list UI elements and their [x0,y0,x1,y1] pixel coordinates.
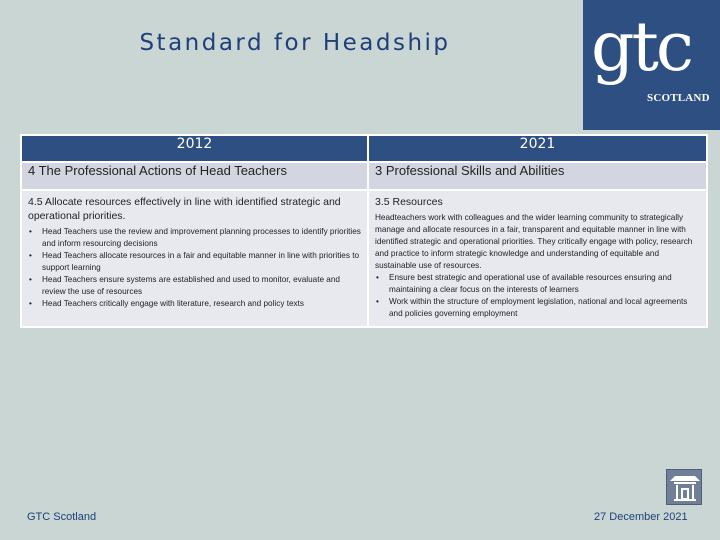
list-item: • Ensure best strategic and operational use of available resources ensuring and maintaining a clear focus on the interests of learners [375,272,700,296]
list-item: • Work within the structure of employment legislation, national and local agreements and policies governing employment [375,296,700,320]
footer-date: 27 December 2021 [594,511,688,523]
list-item: • Head Teachers use the review and improvement planning processes to identify priorities and inform resourcing decisions [28,226,361,250]
content-2021 [368,190,707,327]
comparison-table [20,134,708,328]
heading-2012: 4 The Professional Actions of Head Teachers [21,162,368,190]
logo-subtitle: SCOTLAND [647,92,710,104]
table-subheader-row [21,162,707,190]
column-header-2012: 2012 [21,135,368,162]
bullet-list-2021 [375,272,700,320]
list-item: • Head Teachers allocate resources in a fair and equitable manner in line with priorities to support learning [28,250,361,274]
content-2012 [21,190,368,327]
home-button[interactable] [666,469,702,505]
section-title-2021: 3.5 Resources [375,196,443,208]
table-body-row [21,190,707,327]
logo-wordmark: gtc [591,8,691,87]
column-header-2021: 2021 [368,135,707,162]
paragraph-2021: Headteachers work with colleagues and the wider learning community to strategically manage and allocate resources in a fair, transparent and equitable manner in line with identified strategic and operational priorities. They critically engage with policy, research and practice to inform strategic knowledge and understanding of equitable and sustainable use of resources. [375,213,693,270]
section-title-2012: 4.5 Allocate resources effectively in line with identified strategic and operational priorities. [28,196,341,222]
slide-title: Standard for Headship [139,30,451,56]
gtc-scotland-logo [583,0,720,130]
home-icon [667,470,703,506]
bullet-list-2012 [28,226,361,310]
heading-2021: 3 Professional Skills and Abilities [368,162,707,190]
list-item: • Head Teachers ensure systems are established and used to monitor, evaluate and review the use of resources [28,274,361,298]
list-item: • Head Teachers critically engage with literature, research and policy texts [28,298,361,310]
footer-organization: GTC Scotland [27,511,97,523]
table-header-row [21,135,707,162]
